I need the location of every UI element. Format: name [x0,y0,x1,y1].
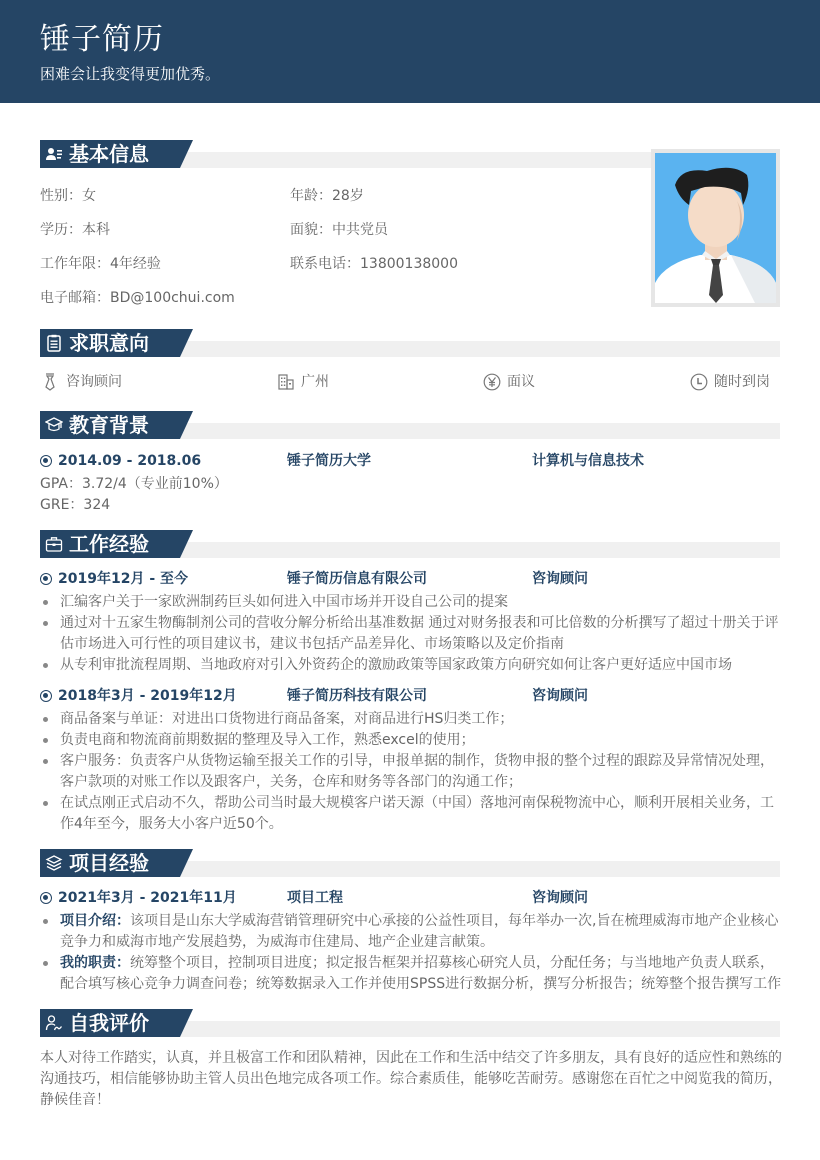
section-tag [40,849,180,877]
intent-position-text: 咨询顾问 [66,374,122,390]
intent-city-text: 广州 [301,374,329,390]
bullet-icon [43,663,48,668]
work-2-bullet-1: 商品备案与单证：对进出口货物进行商品备案，对商品进行HS归类工作； [60,711,514,727]
work-2-bullet-2: 负责电商和物流商前期数据的整理及导入工作，熟悉excel的使用； [60,732,475,748]
section-tag [40,530,180,558]
timeline-dot-icon [40,690,52,702]
work-2-period: 2018年3月 - 2019年12月 [58,688,237,704]
clipboard-icon [45,334,63,352]
bullet-icon [43,961,48,966]
layers-icon [45,854,63,872]
avatar-image [655,153,776,303]
section-title: 教育背景 [69,413,149,437]
section-tag [40,411,180,439]
briefcase-icon [45,535,63,553]
bullet-icon [43,801,48,806]
project-duty [60,953,782,995]
tie-icon [42,373,58,391]
info-education: 学历：本科 [40,222,110,238]
work-1-company: 锤子简历信息有限公司 [287,571,427,587]
section-title: 项目经验 [69,851,149,875]
work-1-bullet-2: 通过对十五家生物酶制剂公司的营收分解分析给出基准数据 通过对财务报表和可比倍数的分析撰写了超过十册关于评估市场进入可行性的项目建议书，建议书包括产品差异化、市场策略以及定价指南 [60,615,779,652]
intent-salary-text: 面议 [507,374,535,390]
work-2-company: 锤子简历科技有限公司 [287,688,427,704]
edu-gpa: GPA：3.72/4（专业前10%） [40,476,228,492]
graduation-cap-icon [45,416,63,434]
user-sign-icon [45,1014,63,1032]
info-political: 面貌：中共党员 [290,222,388,238]
section-title: 工作经验 [69,532,149,556]
project-duty-label: 我的职责： [60,955,130,971]
section-job-intent [40,329,780,357]
section-title: 基本信息 [69,142,149,166]
info-gender: 性别：女 [40,188,96,204]
work-1-role: 咨询顾问 [532,571,588,587]
project-intro-label: 项目介绍： [60,913,130,929]
work-2-bullet-3: 客户服务：负责客户从货物运输至报关工作的引导，申报单据的制作，货物申报的整个过程的跟踪及异常情况处理，客户款项的对账工作以及跟客户，关务，仓库和财务等各部门的沟通工作； [60,753,774,790]
section-tag [40,1009,180,1037]
info-phone: 联系电话：13800138000 [290,256,458,272]
resume-header [0,0,820,103]
resume-title: 锤子简历 [40,22,164,57]
self-eval-text: 本人对待工作踏实，认真，并且极富工作和团队精神，因此在工作和生活中结交了许多朋友，具有良好的适应性和熟练的沟通技巧，相信能够协助主管人员出色地完成各项工作。综合素质佳，能够吃苦耐劳。感谢您在百忙之中阅览我的简历，静候佳音！ [40,1050,782,1108]
intent-availability-text: 随时到岗 [714,374,770,390]
info-years: 工作年限：4年经验 [40,256,161,272]
section-tag [40,140,180,168]
edu-major: 计算机与信息技术 [532,453,644,469]
timeline-dot-icon [40,892,52,904]
section-projects [40,849,780,877]
project-duty-text: 统筹整个项目，控制项目进度；拟定报告框架并招募核心研究人员，分配任务；与当地地产负责人联系，配合填写核心竞争力调查问卷；统筹数据录入工作并使用SPSS进行数据分析，撰写分析报告；统筹整个报告撰写工作 [60,955,782,992]
section-tag [40,329,180,357]
section-education [40,411,780,439]
timeline-dot-icon [40,455,52,467]
bullet-icon [43,717,48,722]
project-intro [60,911,780,953]
info-email: 电子邮箱：BD@100chui.com [40,290,235,306]
section-title: 求职意向 [69,331,149,355]
bullet-icon [43,919,48,924]
section-self-eval [40,1009,780,1037]
project-intro-text: 该项目是山东大学威海营销管理研究中心承接的公益性项目，每年举办一次,旨在梳理威海市地产企业核心竞争力和威海市地产发展趋势，为威海市住建局、地产企业建言献策。 [60,913,779,950]
building-icon [277,373,295,391]
bullet-icon [43,621,48,626]
yen-icon [483,373,501,391]
project-role: 咨询顾问 [532,890,588,906]
info-age: 年龄：28岁 [290,188,364,204]
edu-gre: GRE：324 [40,497,111,513]
bullet-icon [43,600,48,605]
avatar-illustration [655,153,776,303]
project-period: 2021年3月 - 2021年11月 [58,890,237,906]
work-1-period: 2019年12月 - 至今 [58,571,189,587]
avatar-photo [651,149,780,307]
section-title: 自我评价 [69,1011,149,1035]
timeline-dot-icon [40,573,52,585]
edu-period: 2014.09 - 2018.06 [58,453,202,469]
edu-school: 锤子简历大学 [287,453,371,469]
bullet-icon [43,738,48,743]
work-1-bullet-3: 从专利审批流程周期、当地政府对引入外资药企的激励政策等国家政策方向研究如何让客户更好适应中国市场 [60,657,732,673]
user-card-icon [45,145,63,163]
clock-icon [690,373,708,391]
bullet-icon [43,759,48,764]
work-2-bullet-4: 在试点刚正式启动不久，帮助公司当时最大规模客户诺天源（中国）落地河南保税物流中心，顺利开展相关业务，工作4年至今，服务大小客户近50个。 [60,795,774,832]
resume-slogan: 困难会让我变得更加优秀。 [40,65,221,83]
work-2-role: 咨询顾问 [532,688,588,704]
work-1-bullet-1: 汇编客户关于一家欧洲制药巨头如何进入中国市场并开设自己公司的提案 [60,594,508,610]
project-name: 项目工程 [287,890,343,906]
section-work [40,530,780,558]
